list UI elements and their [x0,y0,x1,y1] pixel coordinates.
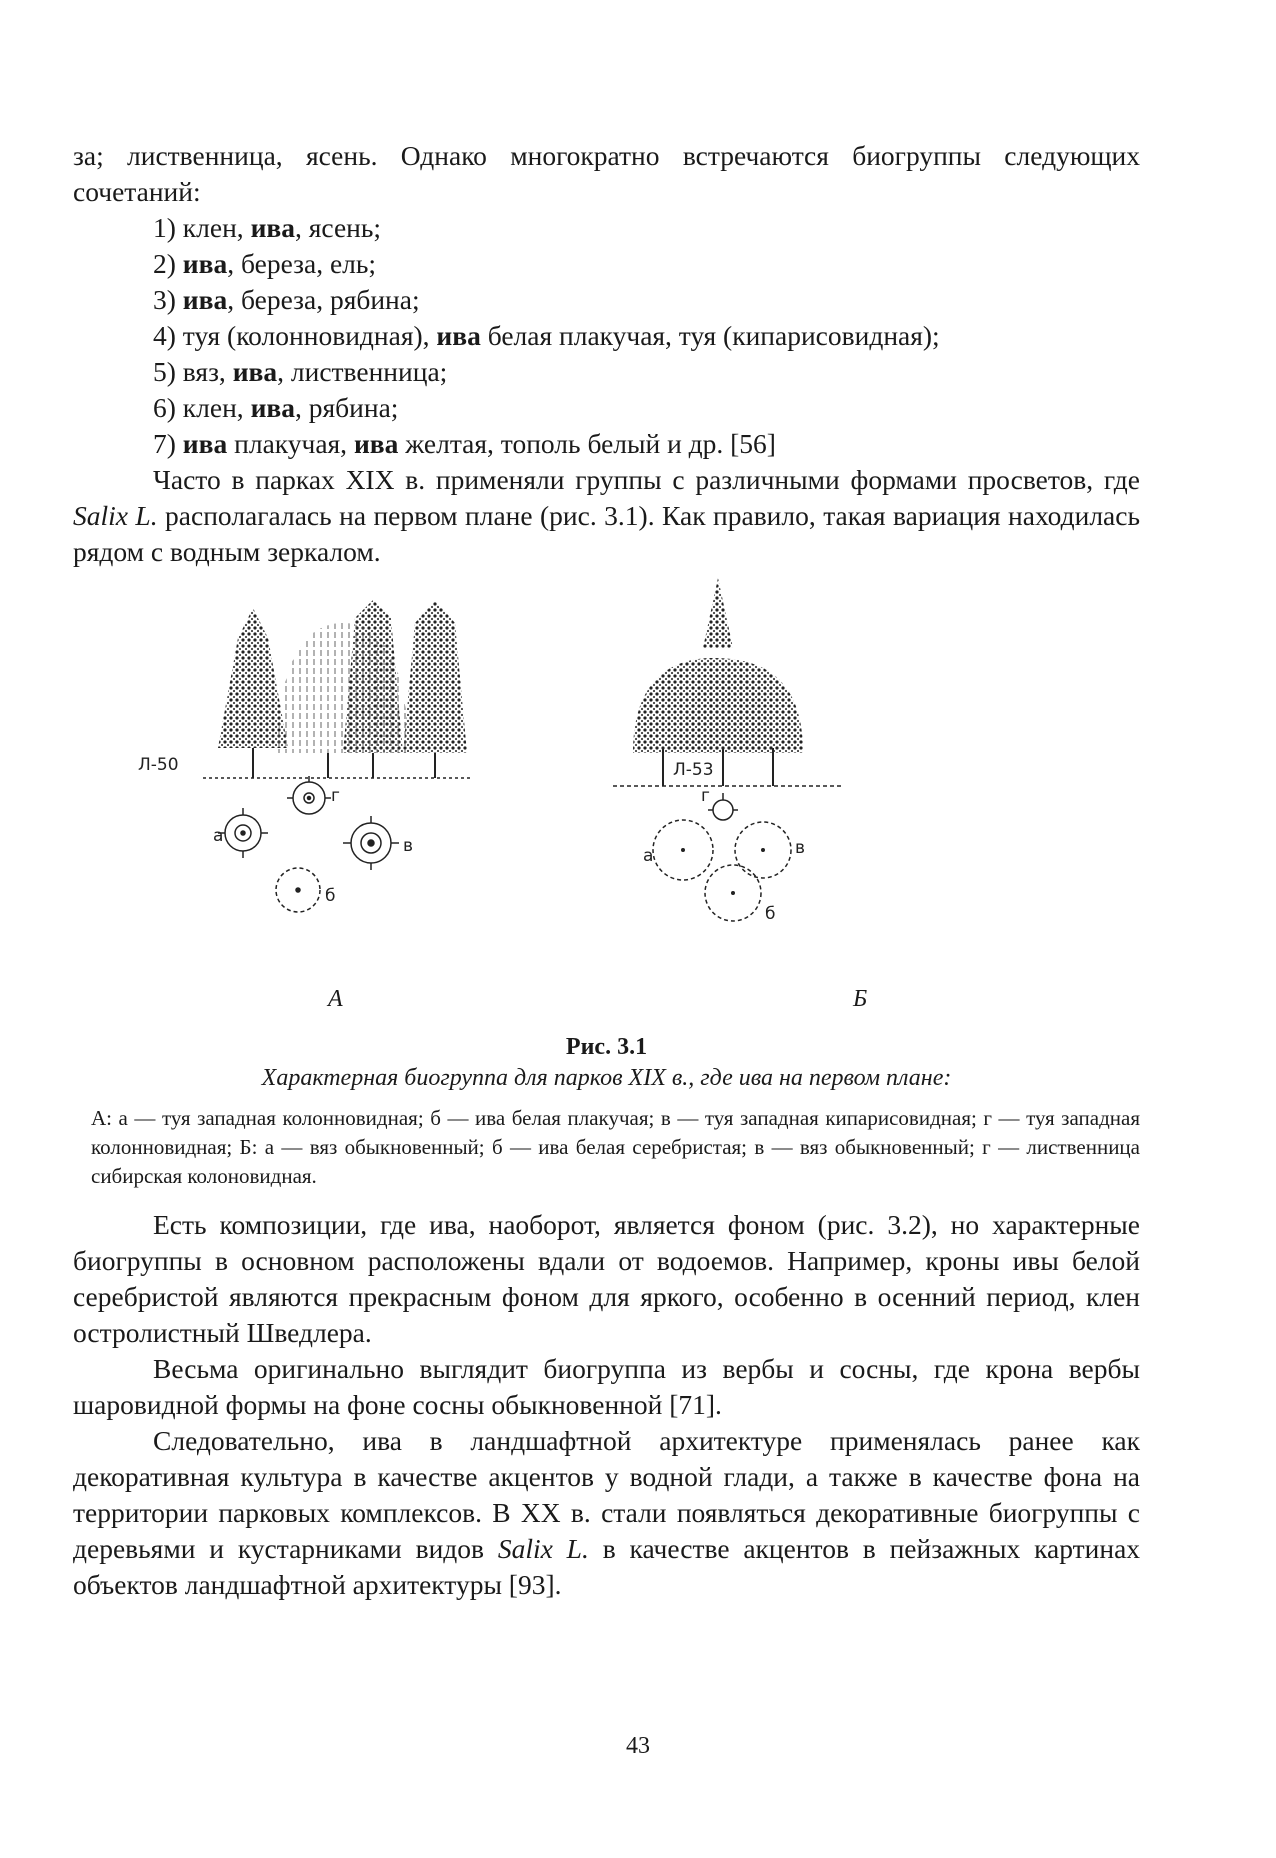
biogroup-illustration [73,578,1140,1028]
composition-b-plan [653,793,791,921]
figure-3-1 [73,578,1140,1028]
caption-subtitle: Характерная биогруппа для парков XIX в., где ива на первом плане: [261,1065,952,1091]
code-label-right: Л-53 [673,760,714,780]
intro-paragraph: за; лиственница, ясень. Однако многократно встречаются биогруппы следующих сочетаний: [73,140,1140,207]
composition-b-elevation [613,578,843,786]
plan-label-a-left: а [213,826,224,846]
paragraph-background: Есть композиции, где ива, наоборот, является фоном (рис. 3.2), но характерные биогруппы в основном расположены вдали от водоемов. Например, кроны ивы белой серебристой являются прекрасным фоном для яркого, особенно в осенний период, клен остролистный Шведлера. [73,1209,1140,1348]
composition-a-elevation [203,600,473,778]
plan-label-b-right: б [765,904,776,924]
code-label-left: Л-50 [138,755,179,775]
composition-a-plan [218,776,399,912]
thuja-tree-v [403,600,467,753]
caption-legend: А: а — туя западная колонновидная; б — ива белая плакучая; в — туя западная кипарисовидная; г — туя западная колонновидная; Б: а — вяз обыкновенный; б — ива белая серебристая; в — вяз обыкновенный; г — лиственница сибирская колоновидная. [91,1106,1140,1188]
plan-label-a-right: а [643,846,654,866]
list-item: 6) клен, ива, рябина; [153,392,399,423]
list-item: 1) клен, ива, ясень; [153,212,382,243]
larch-tree-g [703,578,733,648]
plan-label-g-left: г [331,786,340,806]
plan-label-v-right: в [795,838,806,858]
page-number: 43 [626,1733,650,1759]
list-item: 7) ива плакучая, ива желтая, тополь белый и др. [56] [153,428,776,459]
figure-caption [73,1032,1140,1191]
plan-label-v-left: в [403,836,414,856]
list-item: 2) ива, береза, ель; [153,248,377,279]
figure-letter-a: А [328,986,343,1012]
caption-title: Рис. 3.1 [565,1034,648,1060]
paragraph-verba: Весьма оригинально выглядит биогруппа из вербы и сосны, где крона вербы шаровидной формы на фоне сосны обыкновенной [71]. [73,1353,1140,1420]
plan-label-b-left: б [325,886,336,906]
list-item: 3) ива, береза, рябина; [153,284,420,315]
plan-label-g-right: г [701,786,710,806]
biogroup-list [73,210,1140,462]
bottom-text [73,1207,1140,1603]
top-text [73,138,1140,570]
paragraph-groups: Часто в парках XIX в. применяли группы с различными формами просветов, где Salix L. располагалась на первом плане (рис. 3.1). Как правило, такая вариация находилась рядом с водным зеркалом. [73,464,1140,567]
list-item: 5) вяз, ива, лиственница; [153,356,448,387]
paragraph-conclusion: Следовательно, ива в ландшафтной архитектуре применялась ранее как декоративная культура в качестве акцентов у водной глади, а также в качестве фона на территории парковых комплексов. В XX в. стали появляться декоративные биогруппы с деревьями и кустарниками видов Salix L. в качестве акцентов в пейзажных картинах объектов ландшафтной архитектуры [93]. [73,1425,1141,1600]
thuja-tree-a-left [218,608,288,748]
figure-letter-b: Б [853,986,868,1012]
list-item: 4) туя (колонновидная), ива белая плакучая, туя (кипарисовидная); [153,320,940,351]
